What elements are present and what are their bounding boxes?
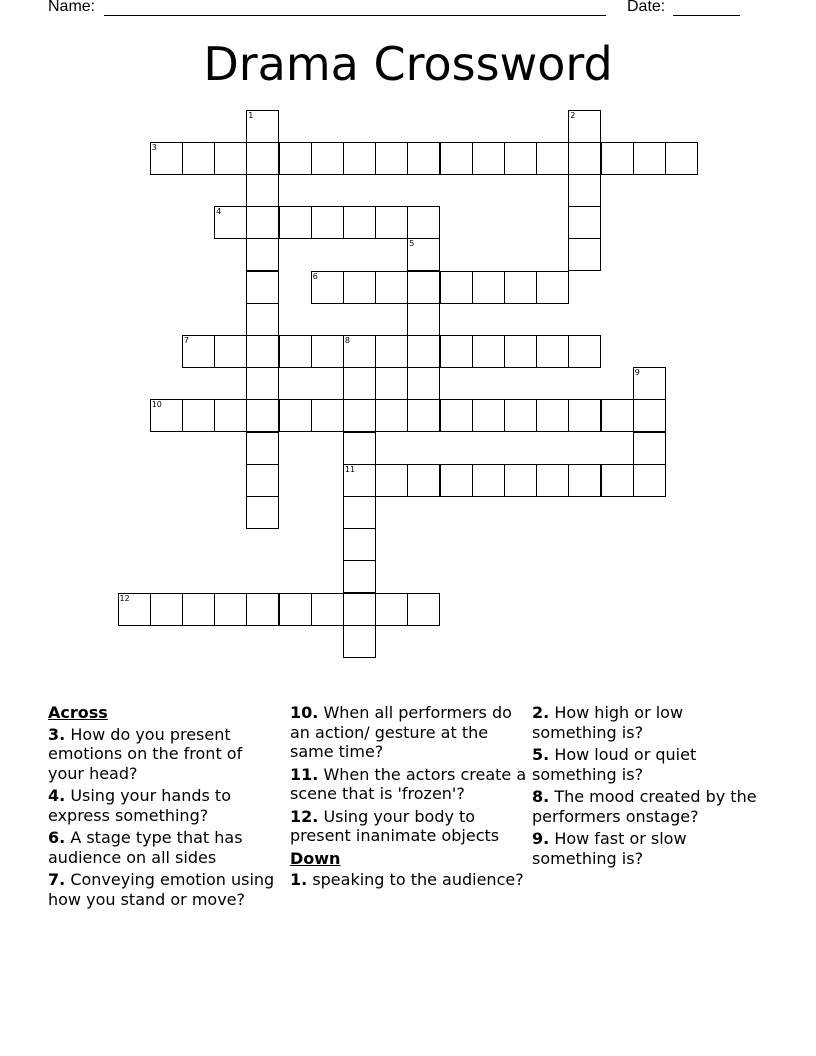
clue-text: The mood created by the performers onstage? [532,787,757,826]
grid-cell[interactable] [504,399,537,432]
grid-cell[interactable] [279,593,312,626]
grid-cell[interactable] [601,399,634,432]
clue-text: When all performers do an action/ gesture at the same time? [290,703,512,761]
clue-number: 1. [290,870,308,889]
grid-cell[interactable] [343,206,376,239]
clue-text: How do you present emotions on the front of your head? [48,724,243,783]
clue-number-label: 10 [151,400,162,410]
clue-down-9 [532,829,772,868]
clue-number: 12. [290,806,319,826]
grid-cell[interactable] [311,206,344,239]
clue-number-label: 2 [570,110,576,120]
grid-cell[interactable] [150,142,183,175]
grid-cell[interactable] [568,206,601,239]
grid-cell[interactable] [375,142,408,175]
grid-cell[interactable] [601,464,634,497]
grid-cell[interactable] [279,206,312,239]
clue-across-11 [290,765,530,804]
grid-cell[interactable] [246,142,279,175]
grid-cell[interactable] [246,464,279,497]
grid-cell[interactable] [440,335,473,368]
clue-text: Using your body to present inanimate objects [290,806,500,845]
clue-across-6 [48,828,280,867]
grid-cell[interactable] [279,335,312,368]
clue-text: How high or low something is? [532,703,684,742]
grid-cell[interactable] [536,271,569,304]
clue-text: speaking to the audience? [312,870,524,889]
grid-cell[interactable] [182,142,215,175]
clue-text: How fast or slow something is? [532,829,687,868]
grid-cell[interactable] [182,593,215,626]
grid-cell[interactable] [472,399,505,432]
grid-cell[interactable] [343,593,376,626]
grid-cell[interactable] [246,399,279,432]
clue-number-label: 7 [183,335,189,345]
grid-cell[interactable] [568,464,601,497]
clue-text: Conveying emotion using how you stand or move? [48,870,275,909]
grid-cell[interactable] [246,303,279,336]
clue-number: 3. [48,724,66,744]
grid-cell[interactable] [343,367,376,400]
grid-cell[interactable] [343,271,376,304]
clue-down-5 [532,745,772,784]
grid-cell[interactable] [343,464,376,497]
grid-cell[interactable] [472,142,505,175]
clue-number: 6. [48,828,66,847]
clue-across-3 [48,725,280,784]
name-label: Name: [48,0,96,15]
grid-cell[interactable] [407,367,440,400]
grid-cell[interactable] [343,625,376,658]
grid-cell[interactable] [407,206,440,239]
grid-cell[interactable] [246,238,279,271]
grid-cell[interactable] [375,399,408,432]
grid-cell[interactable] [150,593,183,626]
grid-cell[interactable] [568,174,601,207]
grid-cell[interactable] [440,271,473,304]
grid-cell[interactable] [633,432,666,465]
grid-cell[interactable] [407,593,440,626]
grid-cell[interactable] [407,335,440,368]
grid-cell[interactable] [246,496,279,529]
clue-across-4 [48,786,280,825]
grid-cell[interactable] [214,206,247,239]
clue-down-1 [290,870,530,890]
grid-cell[interactable] [504,271,537,304]
grid-cell[interactable] [343,528,376,561]
grid-cell[interactable] [246,110,279,143]
clue-number-label: 4 [216,207,222,217]
grid-cell[interactable] [568,399,601,432]
grid-cell[interactable] [440,464,473,497]
page-title: Drama Crossword [203,37,613,91]
clue-text: Using your hands to express something? [48,786,231,825]
grid-cell[interactable] [343,335,376,368]
grid-cell[interactable] [375,335,408,368]
grid-cell[interactable] [311,399,344,432]
grid-cell[interactable] [407,238,440,271]
grid-cell[interactable] [246,206,279,239]
clue-number: 5. [532,745,550,764]
grid-cell[interactable] [343,142,376,175]
clue-number: 10. [290,703,319,722]
clue-number: 4. [48,786,66,805]
clue-number: 9. [532,829,550,848]
grid-cell[interactable] [568,110,601,143]
clue-number-label: 8 [344,335,350,345]
grid-cell[interactable] [633,367,666,400]
grid-cell[interactable] [504,142,537,175]
grid-cell[interactable] [246,174,279,207]
clue-number-label: 5 [409,239,415,249]
grid-cell[interactable] [311,142,344,175]
clue-number: 8. [532,787,550,806]
grid-cell[interactable] [407,142,440,175]
clue-column-3 [532,703,772,871]
grid-cell[interactable] [407,271,440,304]
grid-cell[interactable] [375,464,408,497]
grid-cell[interactable] [343,496,376,529]
grid-cell[interactable] [150,399,183,432]
clue-number: 11. [290,764,319,784]
grid-cell[interactable] [440,399,473,432]
grid-cell[interactable] [246,271,279,304]
grid-cell[interactable] [440,142,473,175]
grid-cell[interactable] [343,432,376,465]
grid-cell[interactable] [311,335,344,368]
grid-cell[interactable] [279,142,312,175]
grid-cell[interactable] [182,335,215,368]
grid-cell[interactable] [375,206,408,239]
grid-cell[interactable] [214,593,247,626]
grid-cell[interactable] [568,142,601,175]
clue-number-label: 3 [151,142,157,152]
clue-number-label: 6 [312,271,318,281]
grid-cell[interactable] [536,399,569,432]
clue-text: A stage type that has audience on all sides [48,828,243,867]
clue-text: How loud or quiet something is? [532,745,697,784]
grid-cell[interactable] [472,464,505,497]
grid-cell[interactable] [214,142,247,175]
grid-cell[interactable] [311,593,344,626]
grid-cell[interactable] [182,399,215,432]
clue-number-label: 11 [344,464,356,474]
grid-cell[interactable] [472,335,505,368]
clue-number-label: 12 [119,593,130,603]
grid-cell[interactable] [246,335,279,368]
grid-cell[interactable] [246,367,279,400]
grid-cell[interactable] [568,335,601,368]
grid-cell[interactable] [407,464,440,497]
clue-down-2 [532,703,772,742]
grid-cell[interactable] [472,271,505,304]
grid-cell[interactable] [343,399,376,432]
grid-cell[interactable] [118,593,151,626]
grid-cell[interactable] [246,432,279,465]
grid-cell[interactable] [214,399,247,432]
grid-cell[interactable] [407,399,440,432]
grid-cell[interactable] [601,142,634,175]
clue-across-12 [290,807,530,846]
clue-number: 2. [532,703,550,722]
clue-down-8 [532,787,772,826]
grid-cell[interactable] [536,142,569,175]
grid-cell[interactable] [536,335,569,368]
grid-cell[interactable] [214,335,247,368]
clue-column-1 [48,703,280,912]
grid-cell[interactable] [407,303,440,336]
clue-across-10 [290,703,530,762]
grid-cell[interactable] [279,399,312,432]
grid-cell[interactable] [311,271,344,304]
grid-cell[interactable] [375,271,408,304]
clue-across-7 [48,870,280,909]
grid-cell[interactable] [246,593,279,626]
grid-cell[interactable] [375,593,408,626]
down-heading: Down [290,848,341,868]
grid-cell[interactable] [568,238,601,271]
clue-number-label: 9 [634,368,640,378]
across-heading: Across [48,703,108,722]
grid-cell[interactable] [504,335,537,368]
grid-cell[interactable] [504,464,537,497]
date-label: Date: [627,0,666,15]
grid-cell[interactable] [536,464,569,497]
grid-cell[interactable] [633,142,666,175]
clue-column-2 [290,703,530,893]
clue-number: 7. [48,870,66,889]
grid-cell[interactable] [633,464,666,497]
grid-cell[interactable] [343,560,376,593]
grid-cell[interactable] [665,142,698,175]
clue-text: When the actors create a scene that is 'frozen'? [290,764,527,803]
grid-cell[interactable] [633,399,666,432]
clue-number-label: 1 [248,110,254,120]
